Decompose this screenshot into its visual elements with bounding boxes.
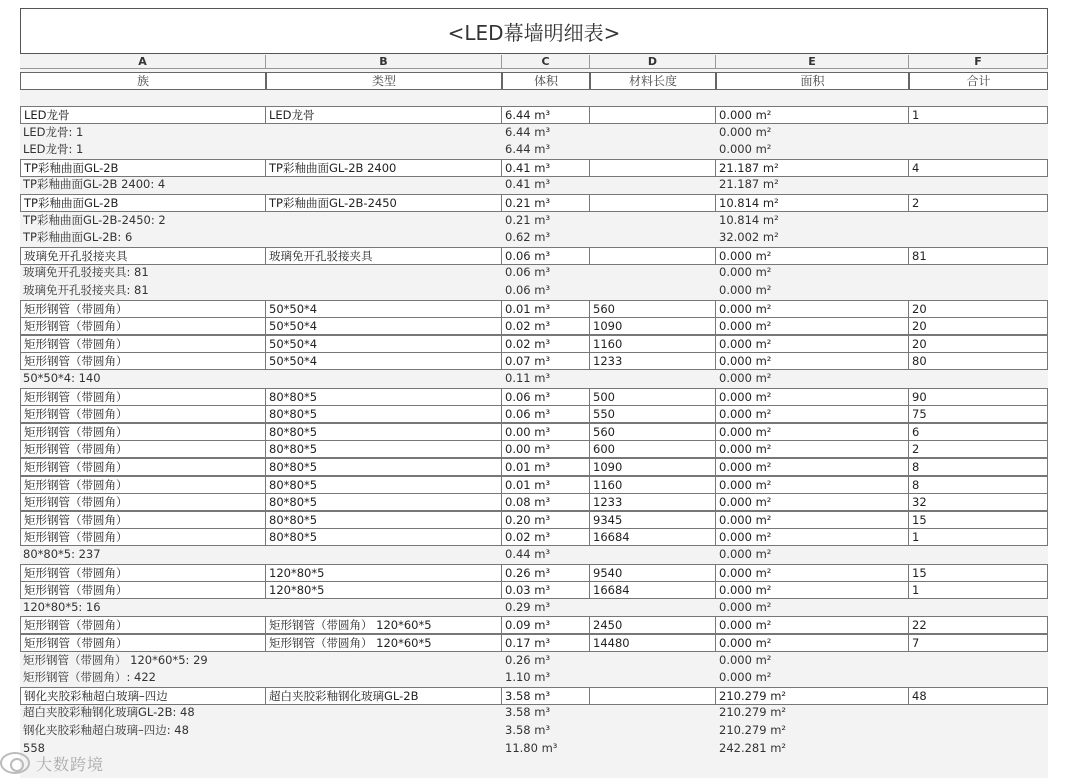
table-cell: 80	[909, 352, 1048, 370]
table-cell	[590, 106, 716, 124]
table-cell: 0.000 m²	[719, 265, 772, 280]
table-cell: 80*80*5	[266, 405, 502, 423]
table-cell: 矩形钢管（带圆角）	[20, 335, 266, 353]
table-cell: 0.000 m²	[716, 511, 909, 529]
table-cell: 玻璃免开孔驳接夹具: 81	[23, 283, 149, 297]
table-cell: 玻璃免开孔驳接夹具	[266, 247, 502, 265]
table-cell: 6.44 m³	[505, 124, 551, 139]
column-header: 材料长度	[590, 72, 716, 90]
table-cell: 0.17 m³	[502, 634, 590, 652]
table-cell: 0.000 m²	[716, 493, 909, 511]
table-cell: 矩形钢管（带圆角）	[20, 476, 266, 494]
table-cell: 矩形钢管（带圆角）	[20, 616, 266, 634]
table-cell: 1	[909, 106, 1048, 124]
table-cell: 0.000 m²	[716, 247, 909, 265]
table-cell: 0.26 m³	[505, 652, 551, 667]
table-cell: 0.06 m³	[502, 388, 590, 406]
schedule-title: <LED幕墙明细表>	[20, 8, 1048, 54]
table-cell	[590, 159, 716, 177]
table-cell	[909, 264, 1048, 282]
table-cell: 0.000 m²	[716, 616, 909, 634]
table-cell: 0.01 m³	[502, 300, 590, 318]
table-cell: 钢化夹胶彩釉超白玻璃–四边: 48	[23, 723, 189, 737]
table-cell: 0.02 m³	[502, 335, 590, 353]
table-cell: 50*50*4	[266, 300, 502, 318]
table-cell: 120*80*5	[266, 581, 502, 599]
table-cell: 矩形钢管（带圆角）	[20, 493, 266, 511]
table-cell: 0.000 m²	[719, 283, 772, 297]
table-cell: TP彩釉曲面GL-2B: 6	[23, 230, 133, 245]
table-cell: 600	[590, 440, 716, 458]
table-cell	[909, 722, 1048, 740]
table-cell	[590, 704, 716, 722]
table-cell: 0.000 m²	[716, 440, 909, 458]
table-cell: 1090	[590, 458, 716, 476]
table-cell: 1233	[590, 352, 716, 370]
table-cell: 0.01 m³	[502, 458, 590, 476]
table-cell	[909, 212, 1048, 230]
table-cell: LED龙骨: 1	[23, 124, 84, 139]
table-cell	[909, 229, 1048, 247]
table-cell: 80*80*5	[266, 528, 502, 546]
subtotal-row	[20, 176, 1048, 194]
table-row	[20, 511, 1048, 529]
table-cell: 矩形钢管（带圆角）	[20, 458, 266, 476]
table-cell: TP彩釉曲面GL-2B 2400	[266, 159, 502, 177]
table-cell: 20	[909, 317, 1048, 335]
table-row	[20, 194, 1048, 212]
table-cell: 矩形钢管（带圆角） 120*60*5	[266, 634, 502, 652]
subtotal-row	[20, 669, 1048, 687]
table-cell	[909, 546, 1048, 564]
table-cell: 0.000 m²	[716, 564, 909, 582]
column-letter: B	[266, 55, 502, 69]
table-cell: 80*80*5	[266, 493, 502, 511]
table-cell: 0.02 m³	[502, 317, 590, 335]
table-cell: 0.000 m²	[716, 335, 909, 353]
table-cell: 15	[909, 564, 1048, 582]
subtotal-row	[20, 740, 1048, 758]
table-cell: 3.58 m³	[505, 705, 551, 720]
table-cell: 0.000 m²	[716, 388, 909, 406]
table-cell: 80*80*5	[266, 511, 502, 529]
table-cell: 0.000 m²	[716, 300, 909, 318]
table-cell: 0.000 m²	[719, 142, 772, 157]
table-row	[20, 581, 1048, 599]
table-cell: 0.000 m²	[719, 547, 772, 561]
table-cell: 矩形钢管（带圆角）	[20, 581, 266, 599]
table-cell: 0.21 m³	[505, 212, 551, 227]
table-cell: 50*50*4	[266, 317, 502, 335]
table-cell: 21.187 m²	[719, 177, 779, 192]
table-cell: 550	[590, 405, 716, 423]
subtotal-row	[20, 264, 1048, 282]
table-cell	[590, 669, 716, 687]
table-cell: LED龙骨	[266, 106, 502, 124]
table-cell: 0.000 m²	[716, 405, 909, 423]
table-cell: 81	[909, 247, 1048, 265]
table-cell: 560	[590, 423, 716, 441]
subtotal-row	[20, 212, 1048, 230]
table-cell: 2	[909, 440, 1048, 458]
table-row	[20, 423, 1048, 441]
table-cell	[909, 740, 1048, 758]
subtotal-row	[20, 370, 1048, 388]
table-cell: 0.000 m²	[719, 652, 772, 667]
table-cell: 0.06 m³	[502, 405, 590, 423]
table-cell: 0.21 m³	[502, 194, 590, 212]
table-cell: 4	[909, 159, 1048, 177]
column-letter: A	[20, 55, 266, 69]
table-cell: 0.000 m²	[719, 670, 772, 685]
table-cell: 16684	[590, 528, 716, 546]
table-cell: 矩形钢管（带圆角）	[20, 388, 266, 406]
table-cell: 0.07 m³	[502, 352, 590, 370]
table-cell: 10.814 m²	[719, 212, 779, 227]
column-letter: D	[590, 55, 716, 69]
table-row	[20, 440, 1048, 458]
table-cell	[590, 740, 716, 758]
table-cell: 0.20 m³	[502, 511, 590, 529]
table-cell: 6	[909, 423, 1048, 441]
infinity-logo-icon	[0, 752, 30, 774]
column-header: 面积	[716, 72, 909, 90]
table-cell	[590, 370, 716, 388]
table-cell: 矩形钢管（带圆角）	[20, 440, 266, 458]
table-cell: 48	[909, 687, 1048, 705]
subtotal-row	[20, 124, 1048, 142]
table-cell: 0.000 m²	[719, 124, 772, 139]
table-row	[20, 388, 1048, 406]
table-cell: TP彩釉曲面GL-2B	[20, 194, 266, 212]
table-cell: TP彩釉曲面GL-2B-2450: 2	[23, 212, 166, 227]
table-cell: 90	[909, 388, 1048, 406]
table-cell: 1160	[590, 335, 716, 353]
table-cell: 560	[590, 300, 716, 318]
table-row	[20, 564, 1048, 582]
table-cell: 11.80 m³	[505, 740, 558, 755]
table-row	[20, 687, 1048, 705]
column-letter: E	[716, 55, 909, 69]
table-cell	[909, 704, 1048, 722]
watermark	[0, 748, 160, 778]
table-cell: 120*80*5	[266, 564, 502, 582]
table-cell: 矩形钢管（带圆角）	[20, 634, 266, 652]
table-cell: 0.06 m³	[505, 265, 551, 280]
table-cell	[590, 546, 716, 564]
subtotal-row	[20, 229, 1048, 247]
table-cell: 7	[909, 634, 1048, 652]
table-cell: 0.000 m²	[716, 317, 909, 335]
table-cell: TP彩釉曲面GL-2B	[20, 159, 266, 177]
table-cell: 0.000 m²	[719, 371, 772, 385]
table-cell	[590, 212, 716, 230]
subtotal-row	[20, 141, 1048, 159]
table-cell: 22	[909, 616, 1048, 634]
table-cell	[909, 124, 1048, 142]
table-row	[20, 352, 1048, 370]
table-cell: 0.000 m²	[716, 423, 909, 441]
table-cell: 242.281 m²	[719, 740, 787, 755]
table-cell: 0.000 m²	[719, 599, 772, 614]
table-cell	[590, 282, 716, 300]
table-cell: 32	[909, 493, 1048, 511]
table-cell: 210.279 m²	[716, 687, 909, 705]
table-row	[20, 300, 1048, 318]
table-row	[20, 405, 1048, 423]
table-cell: 0.00 m³	[502, 423, 590, 441]
table-cell: 20	[909, 335, 1048, 353]
table-cell: 9345	[590, 511, 716, 529]
table-cell: 0.03 m³	[502, 581, 590, 599]
table-cell	[909, 141, 1048, 159]
table-cell: 1	[909, 581, 1048, 599]
table-cell	[590, 229, 716, 247]
table-cell: 1	[909, 528, 1048, 546]
table-row	[20, 159, 1048, 177]
table-cell: 1090	[590, 317, 716, 335]
table-cell: 9540	[590, 564, 716, 582]
table-cell: 20	[909, 300, 1048, 318]
table-cell: LED龙骨: 1	[23, 142, 84, 157]
table-cell: 6.44 m³	[505, 142, 551, 157]
table-cell: 0.06 m³	[502, 247, 590, 265]
table-cell: 0.000 m²	[716, 352, 909, 370]
table-cell: 0.000 m²	[716, 581, 909, 599]
watermark-text: 大数跨境	[36, 754, 105, 774]
table-row	[20, 247, 1048, 265]
table-cell: 16684	[590, 581, 716, 599]
table-cell: 80*80*5	[266, 440, 502, 458]
table-cell: 0.000 m²	[716, 458, 909, 476]
table-cell: 50*50*4	[266, 352, 502, 370]
table-cell: 矩形钢管（带圆角）: 422	[23, 670, 156, 685]
table-cell: 0.000 m²	[716, 634, 909, 652]
table-cell: 0.01 m³	[502, 476, 590, 494]
subtotal-row	[20, 722, 1048, 740]
table-cell	[590, 687, 716, 705]
table-row	[20, 335, 1048, 353]
table-cell: 0.08 m³	[502, 493, 590, 511]
subtotal-row	[20, 652, 1048, 670]
table-cell	[590, 194, 716, 212]
table-cell: 210.279 m²	[719, 723, 787, 737]
table-cell	[909, 176, 1048, 194]
subtotal-row	[20, 282, 1048, 300]
table-cell: 80*80*5	[266, 476, 502, 494]
table-cell: 75	[909, 405, 1048, 423]
table-cell: 矩形钢管（带圆角） 120*60*5	[266, 616, 502, 634]
table-cell	[590, 124, 716, 142]
table-cell	[909, 370, 1048, 388]
table-cell: 超白夹胶彩釉钢化玻璃GL-2B: 48	[23, 705, 195, 720]
table-cell: 0.06 m³	[505, 283, 551, 297]
table-cell: 210.279 m²	[719, 705, 787, 720]
table-cell: 0.11 m³	[505, 371, 551, 385]
table-cell	[590, 176, 716, 194]
table-cell: 500	[590, 388, 716, 406]
table-cell: 0.000 m²	[716, 528, 909, 546]
table-cell: 超白夹胶彩釉钢化玻璃GL-2B	[266, 687, 502, 705]
table-cell: 6.44 m³	[502, 106, 590, 124]
column-letter: F	[909, 55, 1048, 69]
table-cell: 0.41 m³	[505, 177, 551, 192]
table-cell: 80*80*5	[266, 423, 502, 441]
table-cell: 80*80*5	[266, 388, 502, 406]
table-row	[20, 616, 1048, 634]
table-cell	[909, 652, 1048, 670]
table-cell: 8	[909, 476, 1048, 494]
table-cell: 钢化夹胶彩釉超白玻璃–四边	[20, 687, 266, 705]
table-cell: 0.02 m³	[502, 528, 590, 546]
table-cell: 0.44 m³	[505, 547, 551, 561]
column-header: 类型	[266, 72, 502, 90]
table-cell: 50*50*4: 140	[23, 371, 101, 385]
subtotal-row	[20, 599, 1048, 617]
subtotal-row	[20, 704, 1048, 722]
table-cell: 80*80*5: 237	[23, 547, 101, 561]
table-cell: 矩形钢管（带圆角） 120*60*5: 29	[23, 652, 208, 667]
table-cell: 0.000 m²	[716, 106, 909, 124]
table-cell: 0.00 m³	[502, 440, 590, 458]
column-header: 体积	[502, 72, 590, 90]
table-cell: TP彩釉曲面GL-2B 2400: 4	[23, 177, 166, 192]
table-cell: 2	[909, 194, 1048, 212]
table-cell: 玻璃免开孔驳接夹具: 81	[23, 265, 149, 280]
table-cell	[909, 282, 1048, 300]
table-cell: 0.09 m³	[502, 616, 590, 634]
table-cell: 0.41 m³	[502, 159, 590, 177]
table-cell: 0.62 m³	[505, 230, 551, 245]
table-cell: 3.58 m³	[505, 723, 551, 737]
table-cell: 矩形钢管（带圆角）	[20, 352, 266, 370]
table-cell: 玻璃免开孔驳接夹具	[20, 247, 266, 265]
table-cell: 矩形钢管（带圆角）	[20, 300, 266, 318]
table-cell: 50*50*4	[266, 335, 502, 353]
table-cell: 1233	[590, 493, 716, 511]
table-cell: 矩形钢管（带圆角）	[20, 423, 266, 441]
table-row	[20, 106, 1048, 124]
table-cell: 1.10 m³	[505, 670, 551, 685]
table-row	[20, 317, 1048, 335]
table-cell: 矩形钢管（带圆角）	[20, 528, 266, 546]
table-cell	[590, 722, 716, 740]
table-cell: 矩形钢管（带圆角）	[20, 317, 266, 335]
column-header: 族	[20, 72, 266, 90]
table-cell: 2450	[590, 616, 716, 634]
table-cell: 矩形钢管（带圆角）	[20, 511, 266, 529]
table-cell: 0.29 m³	[505, 599, 551, 614]
table-cell: 矩形钢管（带圆角）	[20, 564, 266, 582]
table-cell	[590, 652, 716, 670]
column-header-row	[20, 72, 1048, 90]
table-cell: 558	[23, 740, 45, 755]
table-cell: 120*80*5: 16	[23, 599, 101, 614]
table-cell: 矩形钢管（带圆角）	[20, 405, 266, 423]
table-cell: 32.002 m²	[719, 230, 779, 245]
table-cell	[590, 141, 716, 159]
table-cell: 14480	[590, 634, 716, 652]
table-cell: 0.000 m²	[716, 476, 909, 494]
column-header: 合计	[909, 72, 1048, 90]
table-cell: 10.814 m²	[716, 194, 909, 212]
table-cell: 0.26 m³	[502, 564, 590, 582]
table-row	[20, 458, 1048, 476]
table-cell: 8	[909, 458, 1048, 476]
table-cell: LED龙骨	[20, 106, 266, 124]
table-cell: 80*80*5	[266, 458, 502, 476]
table-cell	[909, 669, 1048, 687]
column-letter: C	[502, 55, 590, 69]
table-cell	[909, 599, 1048, 617]
schedule-sheet	[20, 8, 1048, 778]
table-row	[20, 476, 1048, 494]
table-row	[20, 528, 1048, 546]
table-cell	[590, 599, 716, 617]
table-cell: TP彩釉曲面GL-2B-2450	[266, 194, 502, 212]
subtotal-row	[20, 546, 1048, 564]
table-cell: 21.187 m²	[716, 159, 909, 177]
table-cell	[590, 247, 716, 265]
column-letter-row	[20, 55, 1048, 69]
table-cell	[590, 264, 716, 282]
table-row	[20, 493, 1048, 511]
table-cell: 1160	[590, 476, 716, 494]
table-row	[20, 634, 1048, 652]
table-cell: 3.58 m³	[502, 687, 590, 705]
table-cell: 15	[909, 511, 1048, 529]
